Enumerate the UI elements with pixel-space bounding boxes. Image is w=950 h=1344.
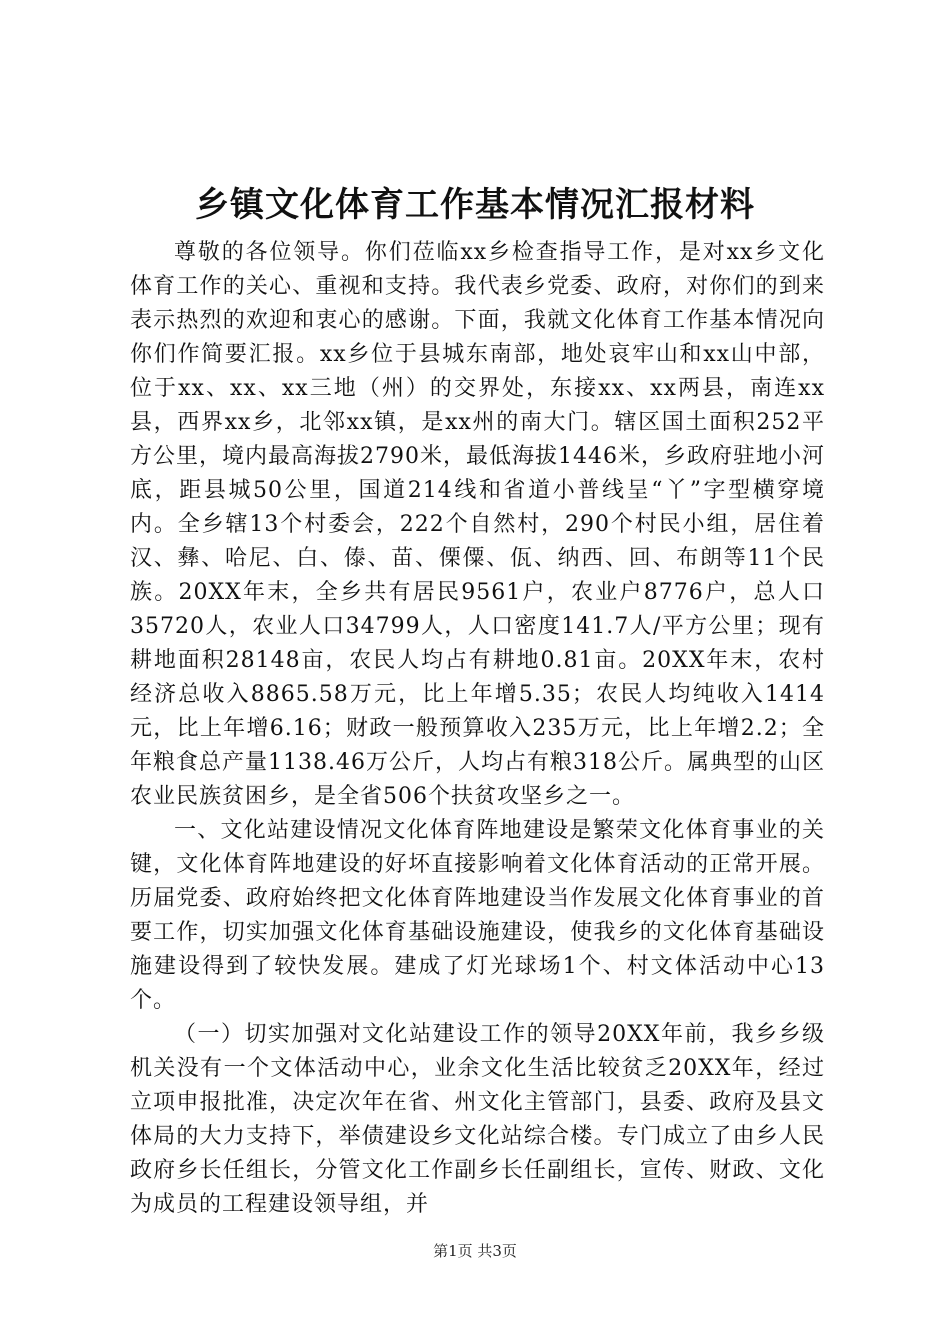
paragraph-subsection-one: （一）切实加强对文化站建设工作的领导20XX年前，我乡乡级机关没有一个文体活动中心，业余文化生活比较贫乏20XX年，经过立项申报批准，决定次年在省、州文化主管部门，县委、政府及县文体局的大力支持下，举债建设乡文化站综合楼。专门成立了由乡人民政府乡长任组长，分管文化工作副乡长任副组长，宣传、财政、文化为成员的工程建设领导组，并 — [130, 1022, 825, 1217]
paragraph-section-one: 一、文化站建设情况文化体育阵地建设是繁荣文化体育事业的关键，文化体育阵地建设的好坏直接影响着文化体育活动的正常开展。历届党委、政府始终把文化体育阵地建设当作发展文化体育事业的首要工作，切实加强文化体育基础设施建设，使我乡的文化体育基础设施建设得到了较快发展。建成了灯光球场1个、村文体活动中心13个。 — [130, 818, 825, 1013]
paragraph-intro: 尊敬的各位领导。你们莅临xx乡检查指导工作，是对xx乡文化体育工作的关心、重视和支持。我代表乡党委、政府，对你们的到来表示热烈的欢迎和衷心的感谢。下面，我就文化体育工作基本情况向你们作简要汇报。xx乡位于县城东南部，地处哀牢山和xx山中部，位于xx、xx、xx三地（州）的交界处，东接xx、xx两县，南连xx县，西界xx乡，北邻xx镇，是xx州的南大门。辖区国土面积252平方公里，境内最高海拔2790米，最低海拔1446米，乡政府驻地小河底，距县城50公里，国道214线和省道小普线呈“丫”字型横穿境内。全乡辖13个村委会，222个自然村，290个村民小组，居住着汉、彝、哈尼、白、傣、苗、傈僳、佤、纳西、回、布朗等11个民族。20XX年末，全乡共有居民9561户，农业户8776户，总人口35720人，农业人口34799人，人口密度141.7人/平方公里；现有耕地面积28148亩，农民人均占有耕地0.81亩。20XX年末，农村经济总收入8865.58万元，比上年增5.35；农民人均纯收入1414元，比上年增6.16；财政一般预算收入235万元，比上年增2.2；全年粮食总产量1138.46万公斤，人均占有粮318公斤。属典型的山区农业民族贫困乡，是全省506个扶贫攻坚乡之一。 — [130, 240, 825, 809]
document-title: 乡镇文化体育工作基本情况汇报材料 — [195, 185, 755, 225]
document-body — [130, 236, 825, 1222]
page-number-footer: 第1页 共3页 — [433, 1242, 517, 1260]
